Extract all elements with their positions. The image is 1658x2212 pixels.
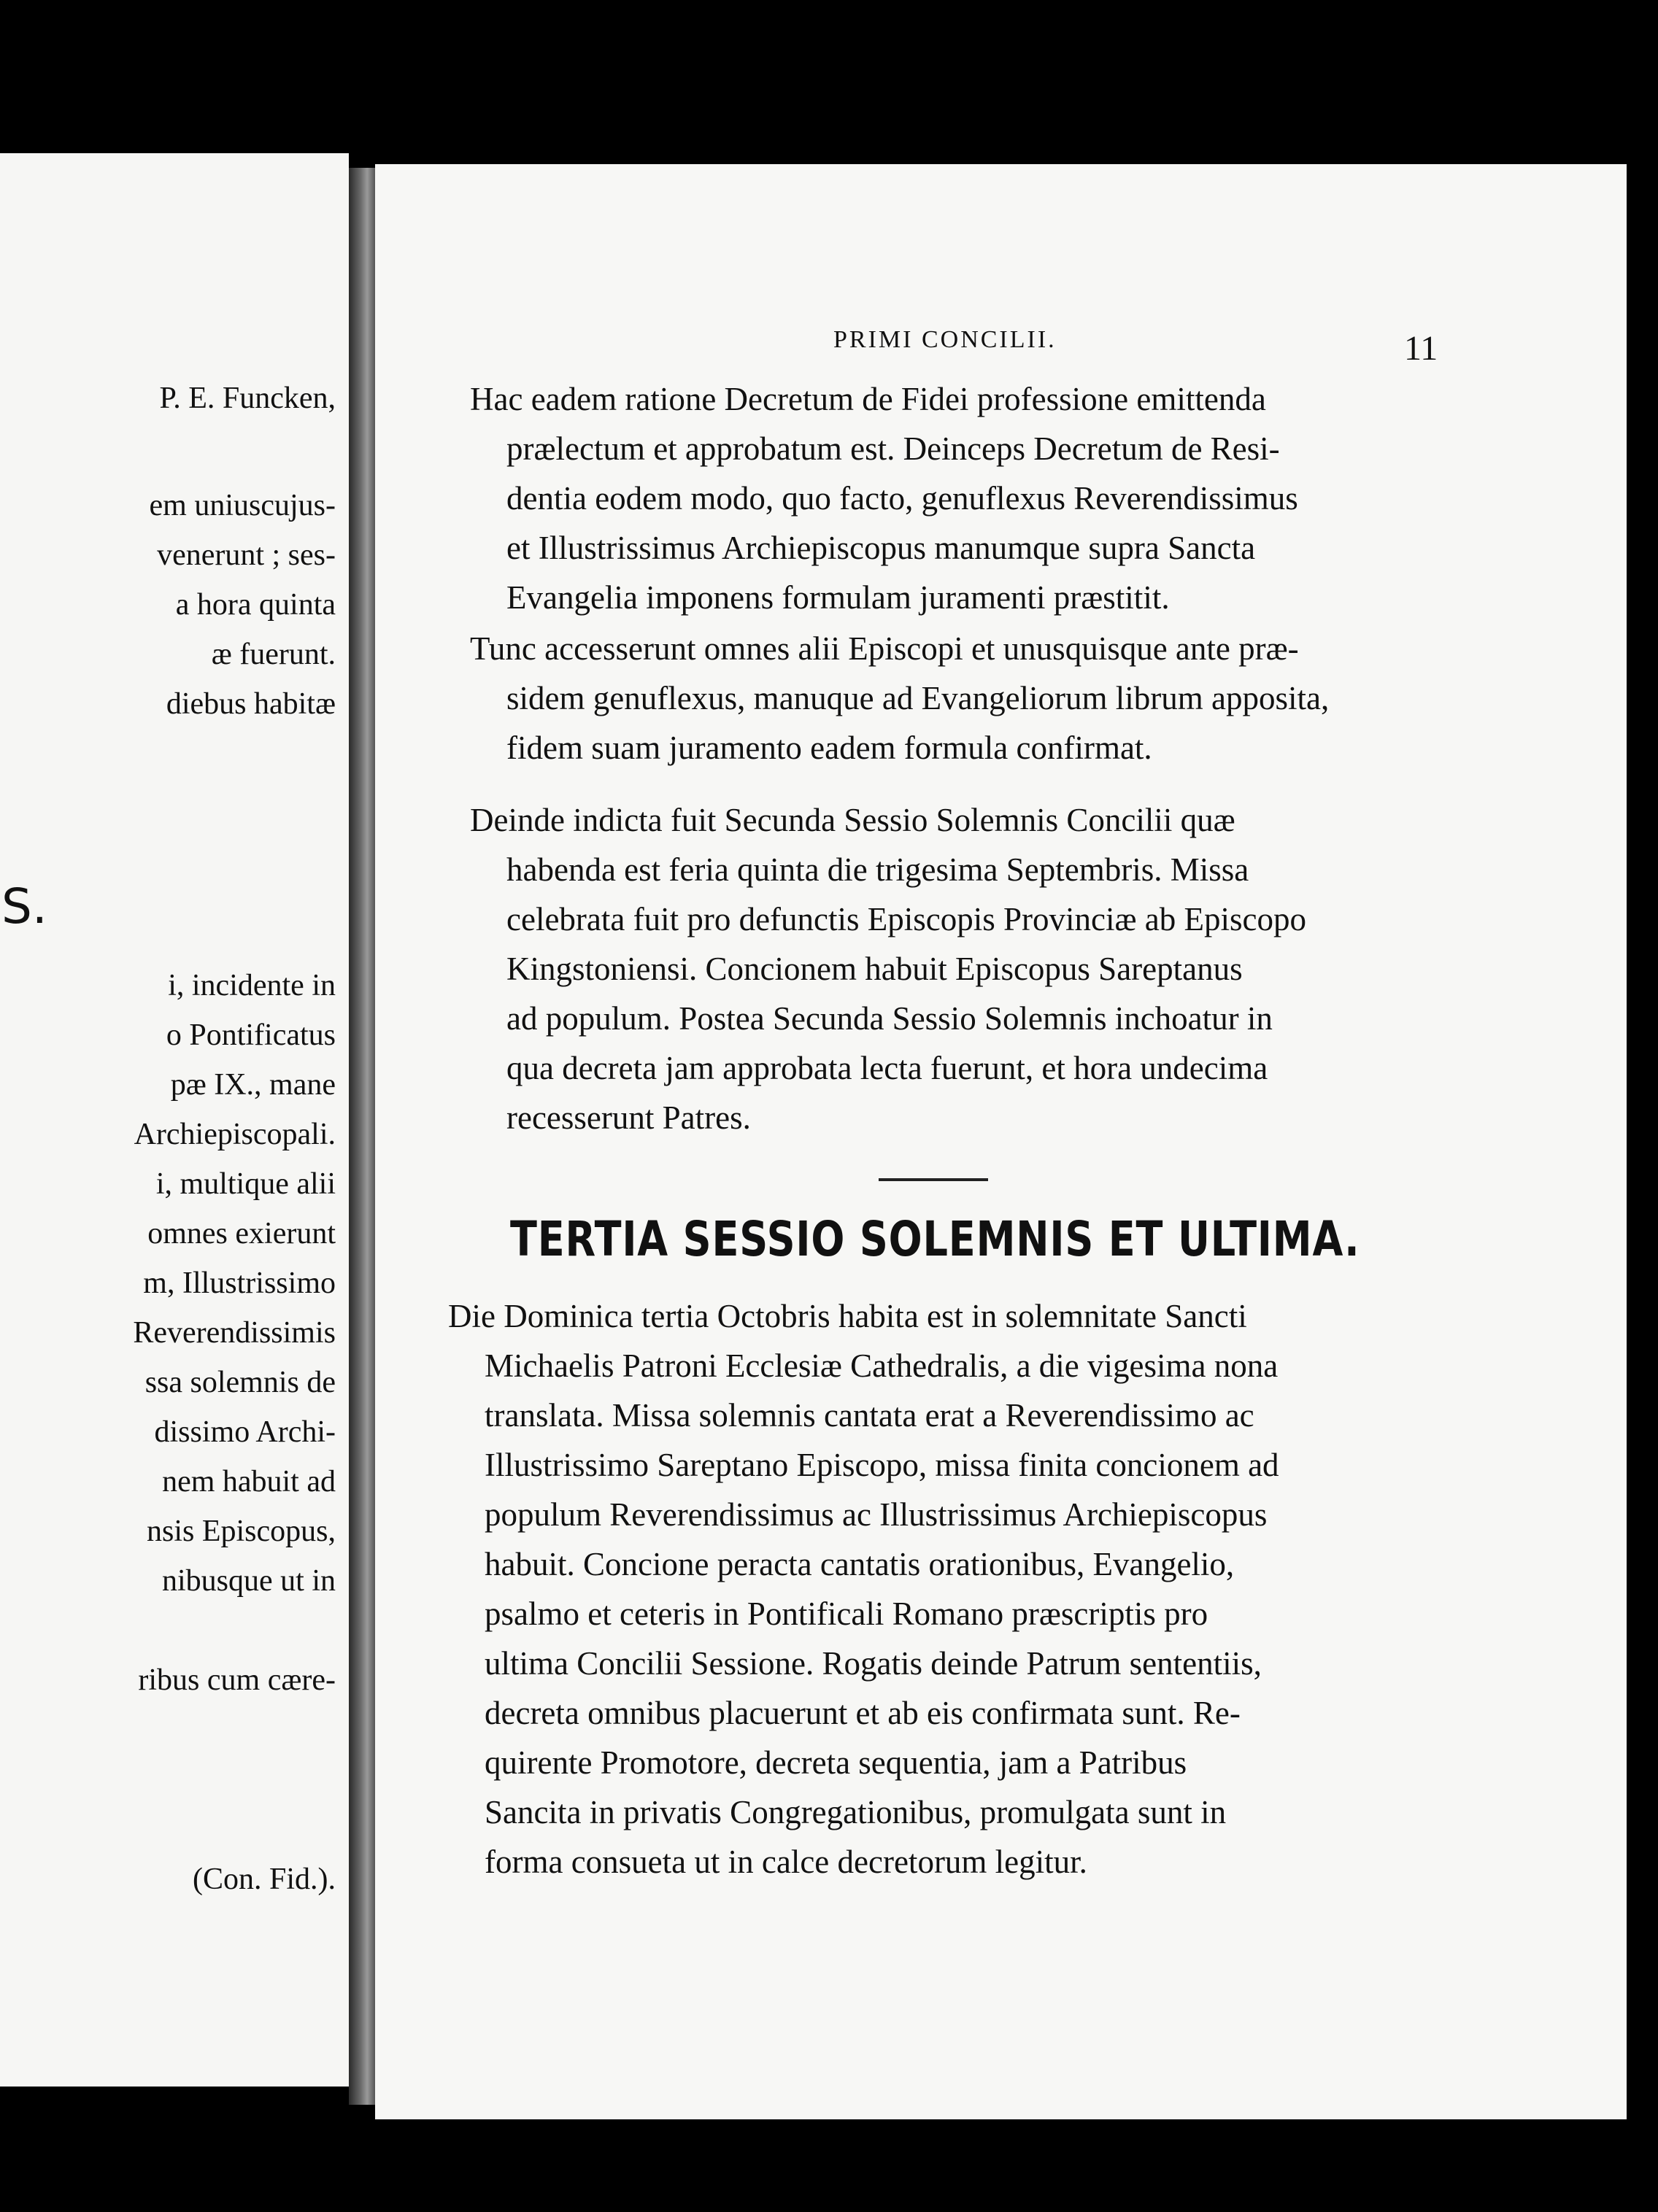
text-line: Evangelia imponens formulam juramenti præstitit.: [506, 579, 1170, 616]
text-line: fidem suam juramento eadem formula confirmat.: [506, 730, 1152, 766]
left-line: æ fuerunt.: [211, 638, 336, 671]
text-line: habuit. Concione peracta cantatis orationibus, Evangelio,: [485, 1546, 1235, 1582]
text-line: prælectum et approbatum est. Deinceps Decretum de Resi-: [506, 430, 1280, 467]
text-line: dentia eodem modo, quo facto, genuflexus Reverendissimus: [506, 480, 1298, 517]
left-line: a hora quinta: [175, 588, 336, 622]
left-line: ribus cum cære-: [138, 1663, 336, 1697]
left-line: dissimo Archi-: [154, 1415, 336, 1449]
left-line: pæ IX., mane: [170, 1068, 336, 1102]
text-line: Tunc accesserunt omnes alii Episcopi et unusquisque ante præ-: [470, 630, 1299, 667]
text-line: decreta omnibus placuerunt et ab eis confirmata sunt. Re-: [485, 1695, 1241, 1731]
left-line: i, incidente in: [168, 969, 336, 1002]
left-page: [0, 153, 349, 2087]
left-line: diebus habitæ: [166, 687, 336, 721]
left-line: Archiepiscopali.: [134, 1118, 336, 1151]
text-line: Die Dominica tertia Octobris habita est in solemnitate Sancti: [448, 1298, 1247, 1334]
paragraph: [470, 795, 1462, 1142]
left-line: venerunt ; ses-: [157, 538, 336, 572]
left-line: em uniuscujus-: [149, 489, 336, 522]
left-line: m, Illustrissimo: [143, 1267, 336, 1300]
left-line: nem habuit ad: [162, 1465, 336, 1498]
text-line: celebrata fuit pro defunctis Episcopis Provinciæ ab Episcopo: [506, 901, 1306, 937]
text-line: sidem genuflexus, manuque ad Evangeliorum librum apposita,: [506, 680, 1330, 716]
text-line: et Illustrissimus Archiepiscopus manumque supra Sancta: [506, 530, 1256, 566]
left-line: (Con. Fid.).: [192, 1863, 336, 1896]
text-line: forma consueta ut in calce decretorum legitur.: [485, 1844, 1087, 1880]
running-header: PRIMI CONCILII.: [833, 326, 1057, 353]
text-line: translata. Missa solemnis cantata erat a Reverendissimo ac: [485, 1397, 1254, 1434]
text-line: habenda est feria quinta die trigesima Septembris. Missa: [506, 851, 1249, 888]
text-line: Sancita in privatis Congregationibus, promulgata sunt in: [485, 1794, 1227, 1830]
paragraph: [470, 624, 1462, 773]
text-line: ad populum. Postea Secunda Sessio Solemnis inchoatur in: [506, 1000, 1273, 1037]
left-line: i, multique alii: [155, 1167, 336, 1201]
text-line: populum Reverendissimus ac Illustrissimus Archiepiscopus: [485, 1496, 1268, 1533]
right-page: [375, 164, 1627, 2119]
text-line: quirente Promotore, decreta sequentia, jam a Patribus: [485, 1744, 1187, 1781]
left-line: nibusque ut in: [162, 1564, 336, 1598]
text-line: Hac eadem ratione Decretum de Fidei professione emittenda: [470, 381, 1266, 417]
left-line: omnes exierunt: [147, 1217, 336, 1250]
page-number: 11: [1404, 329, 1438, 368]
text-line: recesserunt Patres.: [506, 1099, 751, 1136]
text-line: Illustrissimo Sareptano Episcopo, missa finita concionem ad: [485, 1447, 1279, 1483]
book-spine: [349, 168, 375, 2105]
left-line: Reverendissimis: [133, 1316, 336, 1350]
text-line: Kingstoniensi. Concionem habuit Episcopus Sareptanus: [506, 951, 1243, 987]
text-line: Michaelis Patroni Ecclesiæ Cathedralis, a die vigesima nona: [485, 1347, 1279, 1384]
section-title: TERTIA SESSIO SOLEMNIS ET ULTIMA.: [510, 1211, 1360, 1267]
section-divider: [879, 1178, 988, 1181]
left-line: nsis Episcopus,: [146, 1515, 336, 1548]
left-line: o Pontificatus: [166, 1018, 336, 1052]
text-line: qua decreta jam approbata lecta fuerunt, et hora undecima: [506, 1050, 1268, 1086]
left-line: P. E. Funcken,: [159, 382, 336, 415]
paragraph: [448, 1291, 1462, 1887]
text-line: psalmo et ceteris in Pontificali Romano præscriptis pro: [485, 1596, 1208, 1632]
left-heading-fragment: S.: [1, 878, 47, 935]
left-line: ssa solemnis de: [144, 1366, 336, 1399]
text-line: Deinde indicta fuit Secunda Sessio Solemnis Concilii quæ: [470, 802, 1235, 838]
text-line: ultima Concilii Sessione. Rogatis deinde Patrum sententiis,: [485, 1645, 1262, 1682]
paragraph: [470, 374, 1462, 622]
